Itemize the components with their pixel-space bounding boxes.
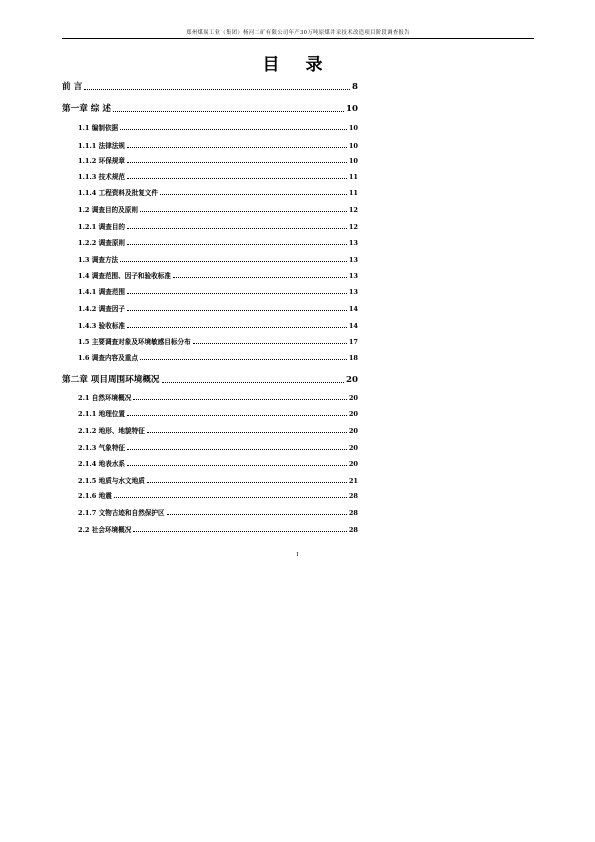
toc-entry-label: 1.1.4 工程资料及批复文件 [78,189,158,197]
toc-entry[interactable] [78,303,358,313]
toc-entry[interactable] [78,204,358,214]
toc-entry-page: 20 [348,444,358,452]
toc-leader-dots [114,496,347,498]
toc-entry-page: 10 [346,104,358,114]
toc-entry-label: 2.1.4 地表水系 [78,460,126,468]
toc-entry-label: 1.2.2 调查原则 [78,239,126,247]
toc-entry-label: 1.5 主要调查对象及环境敏感目标分布 [78,338,191,346]
toc-entry-page: 28 [348,509,358,517]
toc-leader-dots [147,431,347,433]
toc-entry-label: 1.1.3 技术规范 [78,173,126,181]
toc-entry[interactable] [78,408,358,418]
toc-entry-label: 1.2 调查目的及原则 [78,206,138,214]
toc-leader-dots [160,193,347,195]
toc-entry[interactable] [78,237,358,247]
toc-entry-label: 2.1.2 地形、地貌特征 [78,427,145,435]
toc-entry[interactable] [78,122,358,132]
toc-entry-page: 28 [348,492,358,500]
toc-entry-page: 13 [348,272,358,280]
toc-entry-page: 18 [348,354,358,362]
toc-entry[interactable] [78,171,358,181]
toc-entry-page: 13 [348,288,358,296]
toc-entry-label: 2.2 社会环境概况 [78,526,132,534]
toc-leader-dots [133,530,346,532]
toc-entry-page: 10 [348,124,358,132]
toc-entry[interactable] [78,254,358,264]
toc-entry-page: 13 [348,239,358,247]
toc-entry-label: 1.4 调查范围、因子和验收标准 [78,272,171,280]
toc-entry-label: 1.4.2 调查因子 [78,305,126,313]
toc-leader-dots [120,128,347,130]
toc-leader-dots [127,448,347,450]
toc-leader-dots [140,210,347,212]
page-number: I [296,552,299,558]
toc-leader-dots [127,464,347,466]
toc-leader-dots [113,110,344,112]
toc-leader-dots [127,227,347,229]
toc-entry[interactable] [78,458,358,468]
toc-entry[interactable] [78,442,358,452]
toc-entry-label: 1.1.1 法律法规 [78,142,126,150]
toc-entry-page: 12 [348,206,358,214]
toc-leader-dots [127,243,347,245]
toc-leader-dots [173,276,347,278]
toc-leader-dots [127,326,347,328]
toc-entry[interactable] [78,425,358,435]
toc-entry[interactable] [78,507,358,517]
toc-entry[interactable] [78,155,358,165]
toc-entry-label: 1.1 编制依据 [78,124,119,132]
toc-leader-dots [127,146,347,148]
toc-entry-label: 2.1.7 文物古迹和自然保护区 [78,509,165,517]
toc-entry-page: 11 [348,189,358,197]
toc-entry-page: 20 [346,375,358,385]
toc-entry[interactable] [62,373,358,385]
toc-leader-dots [127,292,347,294]
toc-entry[interactable] [78,286,358,296]
toc-entry-page: 20 [348,460,358,468]
toc-entry[interactable] [78,352,358,362]
toc-entry[interactable] [78,524,358,534]
toc-entry-label: 1.1.2 环保规章 [78,157,126,165]
toc-leader-dots [127,414,347,416]
toc-title: 目 录 [262,55,333,75]
toc-entry-label: 2.1.6 地震 [78,492,112,500]
toc-entry-page: 13 [348,256,358,264]
toc-entry-page: 17 [348,338,358,346]
toc-entry-label: 2.1.3 气象特征 [78,444,126,452]
toc-entry-label: 2.1 自然环境概况 [78,394,132,402]
toc-entry-label: 第一章 综 述 [62,104,111,114]
toc-entry-label: 1.4.3 验收标准 [78,322,126,330]
toc-entry[interactable] [78,320,358,330]
toc-entry[interactable] [78,187,358,197]
toc-entry[interactable] [62,102,358,114]
toc-entry[interactable] [62,80,358,92]
toc-entry-page: 10 [348,157,358,165]
toc-entry-label: 1.3 调查方法 [78,256,119,264]
toc-leader-dots [147,481,347,483]
toc-leader-dots [140,358,347,360]
toc-entry[interactable] [78,392,358,402]
toc-entry-label: 1.6 调查内容及重点 [78,354,138,362]
toc-entry-page: 21 [348,477,358,485]
toc-entry-page: 12 [348,223,358,231]
toc-leader-dots [167,513,347,515]
toc-leader-dots [127,177,347,179]
toc-leader-dots [127,161,347,163]
toc-entry-page: 20 [348,394,358,402]
toc-leader-dots [120,260,347,262]
running-header: 郑州煤炭工业（集团）杨河二矿有限公司年产30万吨原煤井采技术改造项目阶段调查报告 [186,30,410,36]
toc-entry[interactable] [78,221,358,231]
toc-leader-dots [162,381,345,383]
toc-entry-label: 2.1.5 地质与水文地质 [78,477,145,485]
toc-leader-dots [133,398,346,400]
toc-entry-page: 20 [348,410,358,418]
toc-entry-label: 1.4.1 调查范围 [78,288,126,296]
toc-entry[interactable] [78,490,358,500]
toc-entry-page: 14 [348,305,358,313]
toc-entry-page: 8 [352,82,358,92]
toc-leader-dots [84,88,350,90]
toc-leader-dots [127,309,347,311]
toc-entry-page: 20 [348,427,358,435]
toc-entry-page: 28 [348,526,358,534]
toc-entry-page: 11 [348,173,358,181]
toc-entry[interactable] [78,140,358,150]
toc-leader-dots [193,342,347,344]
toc-entry[interactable] [78,475,358,485]
toc-entry-label: 2.1.1 地理位置 [78,410,126,418]
toc-entry-page: 14 [348,322,358,330]
toc-entry-label: 第二章 项目周围环境概况 [62,375,160,385]
toc-entry[interactable] [78,336,358,346]
toc-entry-label: 1.2.1 调查目的 [78,223,126,231]
toc-entry-page: 10 [348,142,358,150]
toc-entry[interactable] [78,270,358,280]
toc-entry-label: 前 言 [62,82,83,92]
